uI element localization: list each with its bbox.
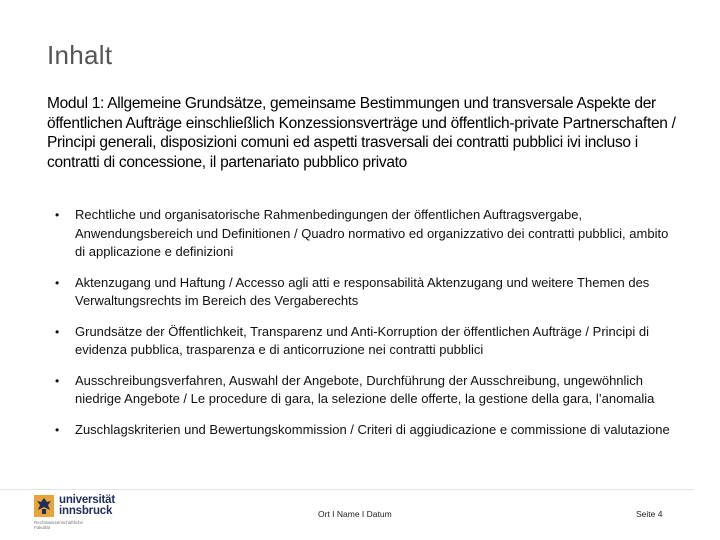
logo-subtitle: Rechtswissenschaftliche Fakultät: [34, 520, 84, 530]
bullet-text: Aktenzugang und Haftung / Accesso agli atti e responsabilità Aktenzugang und weitere Themen des Verwaltungsrechts im Bereich des Vergaberechts: [75, 274, 650, 308]
list-item: [47, 323, 672, 360]
list-item: [47, 372, 672, 409]
bullet-icon: •: [55, 208, 60, 222]
bullet-text: Ausschreibungsverfahren, Auswahl der Angebote, Durchführung der Ausschreibung, ungewöhnlich niedrige Angebote / Le procedure di gara, la selezione delle offerte, la gestione della gara, l’anomalia: [75, 372, 655, 406]
bullet-icon: •: [55, 373, 60, 388]
university-eagle-icon: [34, 495, 54, 517]
slide-title: Inhalt: [47, 40, 113, 70]
bullet-list: [47, 206, 672, 439]
module-heading: Modul 1: Allgemeine Grundsätze, gemeinsame Bestimmungen und transversale Aspekte der öffentlichen Aufträge einschließlich Konzessionsverträge und öffentlich-private Partnerschaften / Principi generali, disposizioni comuni ed aspetti trasversali dei contratti pubblici ivi incluso i contratti di concessione, il partenariato pubblico privato: [47, 95, 676, 171]
page-number: Seite 4: [636, 509, 663, 519]
bullet-text: Grundsätze der Öffentlichkeit, Transparenz und Anti-Korruption der öffentlichen Aufträge / Principi di evidenza pubblica, trasparenza e di anticorruzione nei contratti pubblici: [75, 323, 650, 357]
logo-text-line2: innsbruck: [59, 505, 113, 517]
bullet-text: Zuschlagskriterien und Bewertungskommission / Criteri di aggiudicazione e commissione di valutazione: [75, 421, 670, 437]
bullet-icon: •: [55, 324, 60, 339]
list-item: [47, 206, 672, 262]
logo-text-line1: universität: [59, 494, 115, 506]
bullet-text: Rechtliche und organisatorische Rahmenbedingungen der öffentlichen Auftragsvergabe, Anwendungsbereich und Definitionen / Quadro normativo ed organizzativo dei contratti pubblici, ambito di applicazione e definizioni: [75, 207, 669, 259]
bullet-icon: •: [55, 275, 60, 290]
bullet-icon: •: [55, 422, 60, 437]
university-logo: [34, 493, 134, 533]
footer-divider: [0, 489, 694, 490]
footer-meta: Ort I Name I Datum: [318, 509, 392, 519]
list-item: [47, 274, 672, 311]
list-item: [47, 421, 672, 440]
